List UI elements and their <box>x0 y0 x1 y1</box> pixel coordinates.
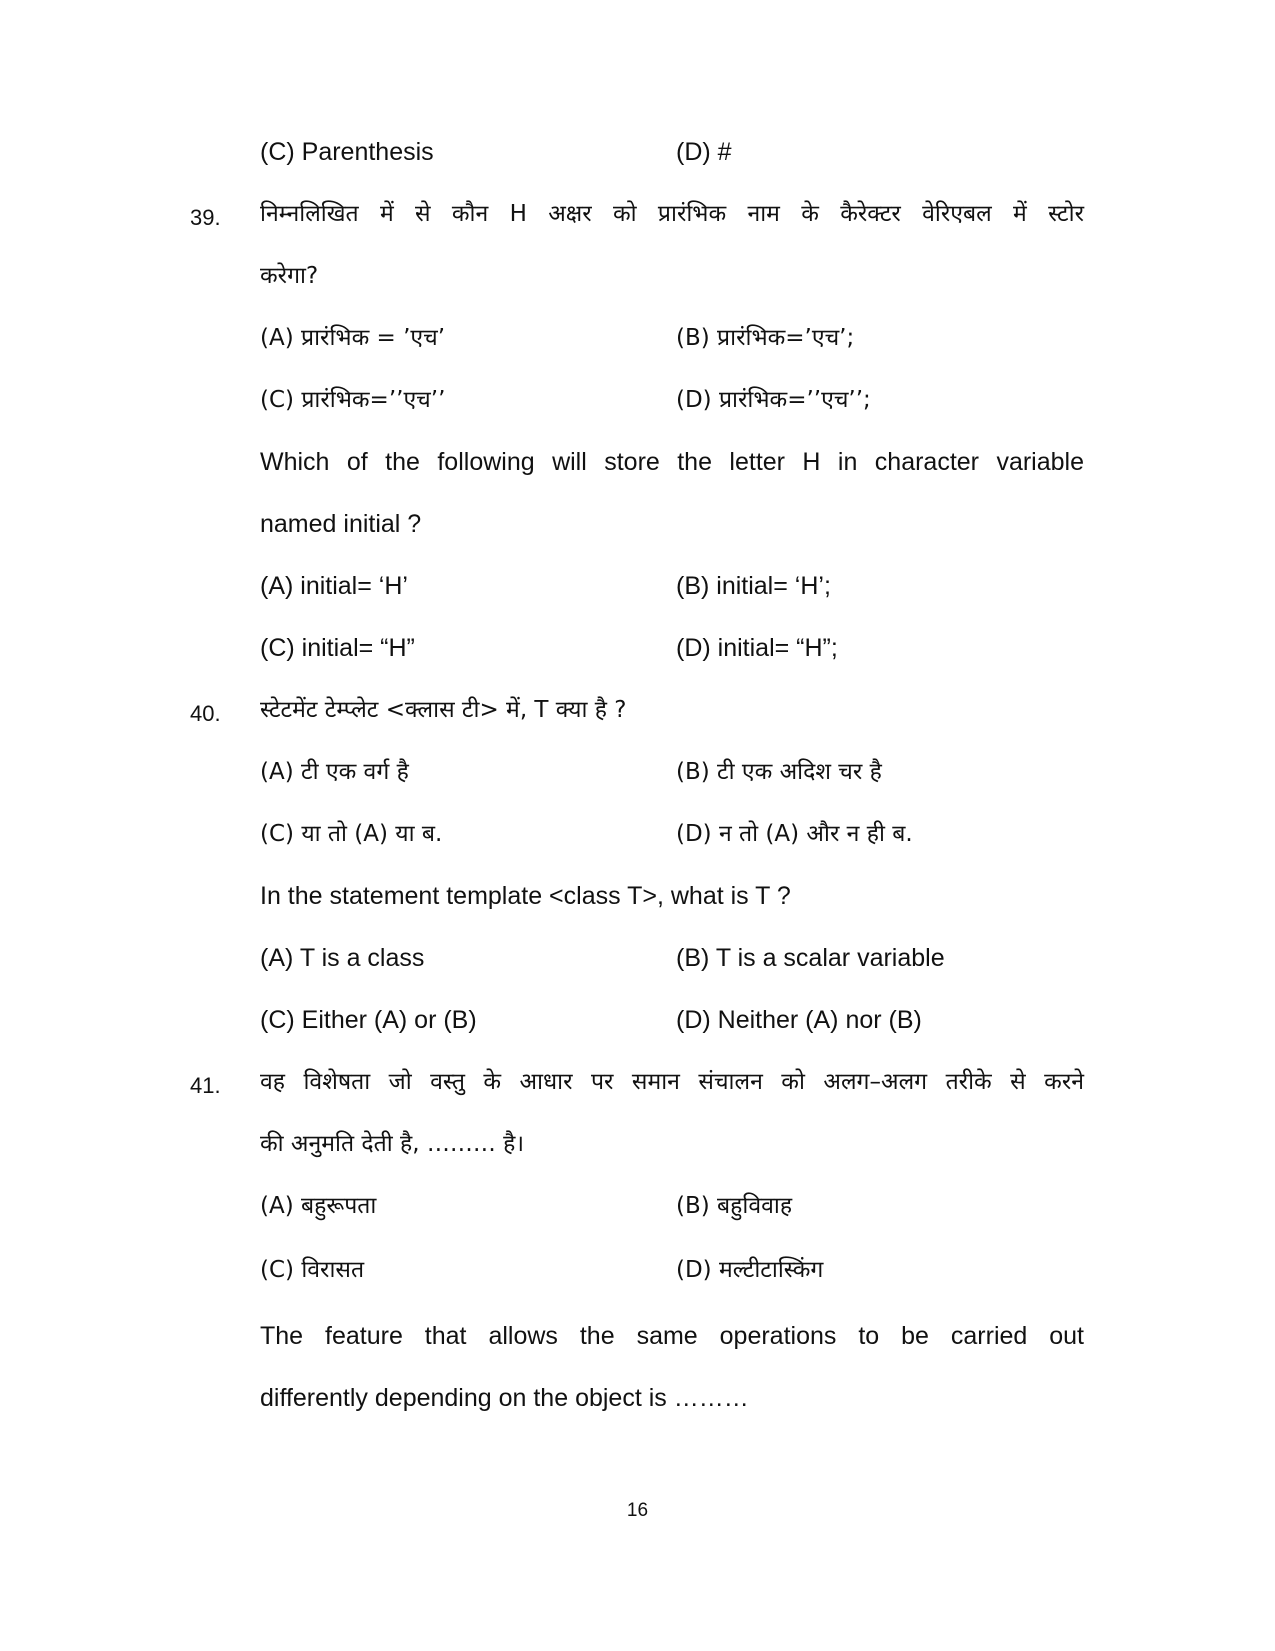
q40-hindi-option-c: (C) या तो (A) या ब. <box>260 821 443 847</box>
q39-english-option-c: (C) initial= “H” <box>260 634 415 662</box>
q40-number: 40. <box>190 701 221 726</box>
q41-hindi-option-d: (D) मल्टीटास्किंग <box>676 1257 824 1283</box>
q40-hindi-option-b: (B) टी एक अदिश चर है <box>676 759 882 785</box>
q39-hindi-option-d: (D) प्रारंभिक=’’एच’’; <box>676 387 871 413</box>
q39-english-option-d: (D) initial= “H”; <box>676 634 838 662</box>
q39-hindi-line-1: निम्नलिखित में से कौन H अक्षर को प्रारंभिक नाम के कैरेक्टर वेरिएबल में स्टोर <box>260 201 1084 227</box>
q41-hindi-option-b: (B) बहुविवाह <box>676 1193 793 1219</box>
q41-hindi-line-1: वह विशेषता जो वस्तु के आधार पर समान संचालन को अलग–अलग तरीके से करने <box>260 1069 1084 1095</box>
q38-option-d: (D) # <box>676 138 732 166</box>
q40-english-line-1: In the statement template <class T>, what is T ? <box>260 882 791 910</box>
q41-hindi-line-2: की अनुमति देती है, ……… है। <box>260 1131 525 1157</box>
q40-hindi-option-a: (A) टी एक वर्ग है <box>260 759 409 785</box>
q39-english-option-b: (B) initial= ‘H’; <box>676 572 831 600</box>
q39-hindi-option-b: (B) प्रारंभिक=’एच’; <box>676 325 855 351</box>
q39-english-line-2: named initial ? <box>260 510 422 538</box>
q39-english-option-a: (A) initial= ‘H’ <box>260 572 408 600</box>
q39-hindi-option-a: (A) प्रारंभिक = ’एच’ <box>260 325 446 351</box>
q40-english-option-a: (A) T is a class <box>260 944 425 972</box>
q40-hindi-option-d: (D) न तो (A) और न ही ब. <box>676 821 913 847</box>
q39-hindi-line-2: करेगा? <box>260 263 319 289</box>
q41-english-line-2: differently depending on the object is ……… <box>260 1384 749 1412</box>
q38-option-c: (C) Parenthesis <box>260 138 434 166</box>
q41-hindi-option-c: (C) विरासत <box>260 1257 365 1283</box>
q40-english-option-d: (D) Neither (A) nor (B) <box>676 1006 922 1034</box>
q40-hindi-line-1: स्टेटमेंट टेम्प्लेट <क्लास टी> में, T क्या है ? <box>260 697 627 723</box>
q39-number: 39. <box>190 205 221 230</box>
q41-english-line-1: The feature that allows the same operations to be carried out <box>260 1322 1084 1350</box>
q41-number: 41. <box>190 1073 221 1098</box>
q39-english-line-1: Which of the following will store the letter H in character variable <box>260 448 1084 476</box>
q40-english-option-c: (C) Either (A) or (B) <box>260 1006 477 1034</box>
page-number: 16 <box>626 1500 649 1521</box>
q39-hindi-option-c: (C) प्रारंभिक=’’एच’’ <box>260 387 446 413</box>
q40-english-option-b: (B) T is a scalar variable <box>676 944 945 972</box>
q41-hindi-option-a: (A) बहुरूपता <box>260 1193 377 1219</box>
